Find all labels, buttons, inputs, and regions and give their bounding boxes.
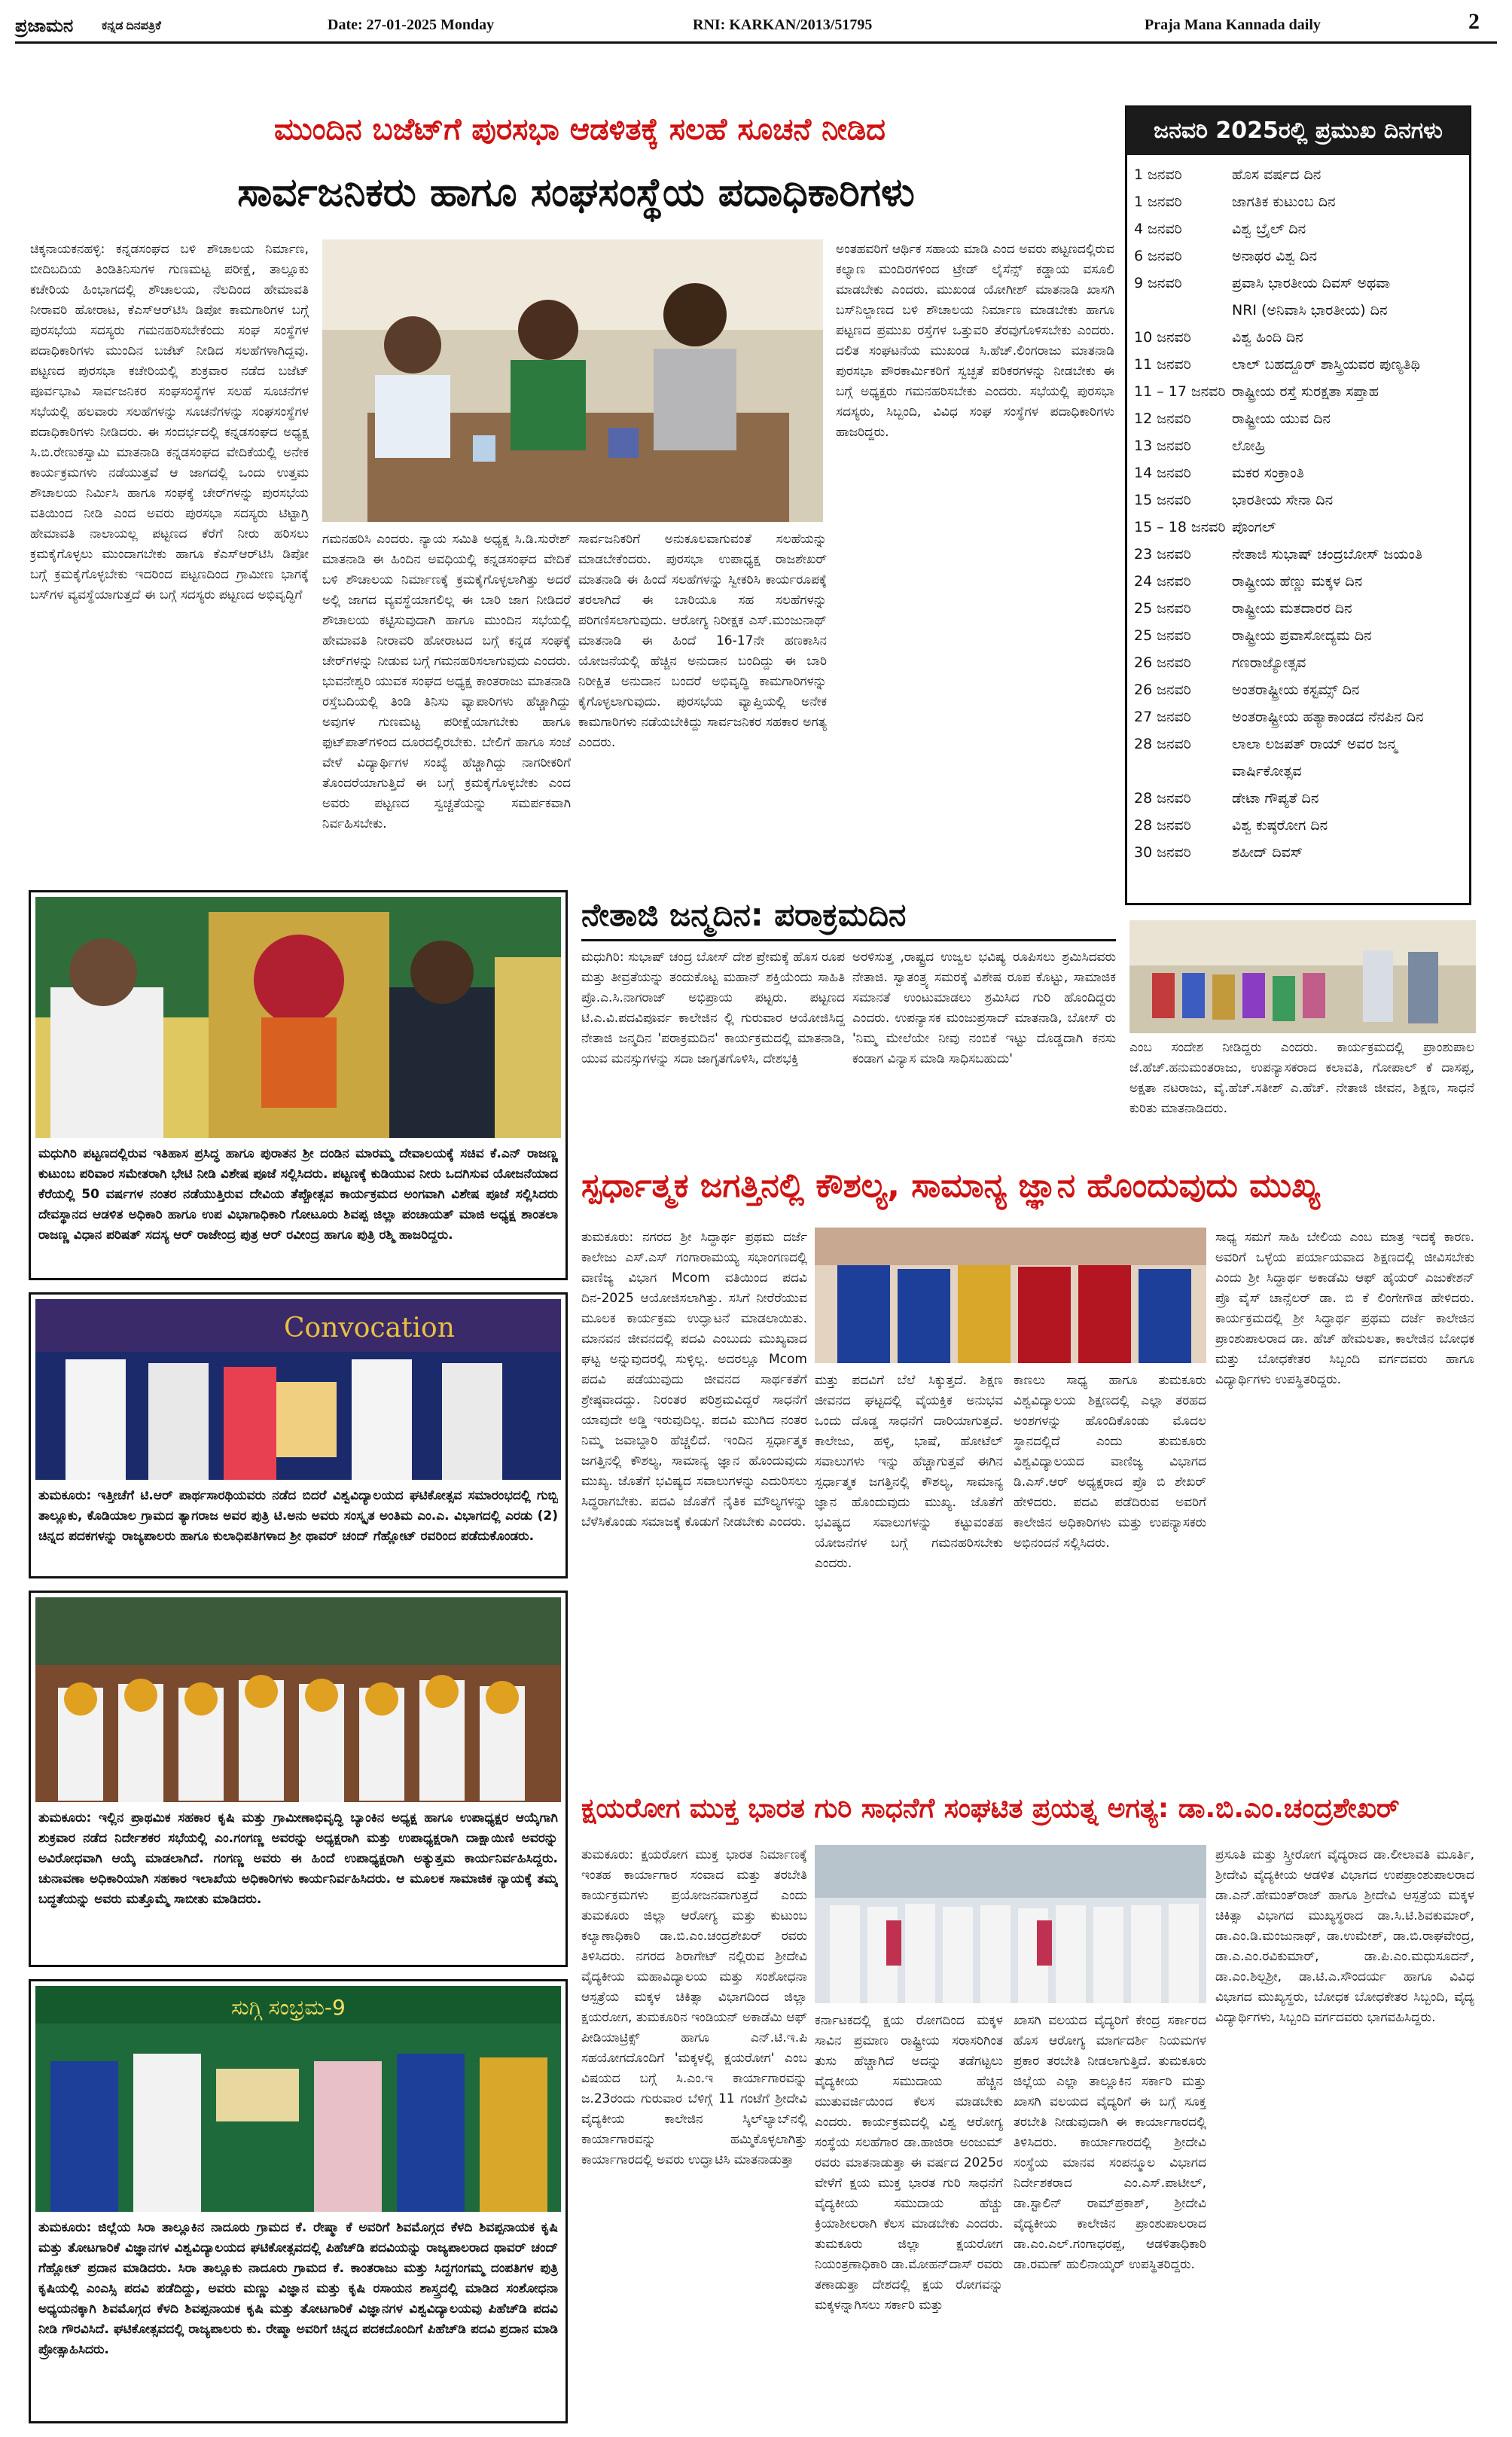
- important-day-date: 13 ಜನವರಿ: [1134, 438, 1191, 454]
- skills-col-3: ಕಾಣಲು ಸಾಧ್ಯ ಹಾಗೂ ತುಮಕೂರು ವಿಶ್ವವಿದ್ಯಾಲಯ ಶಿಕ್ಷಣದಲ್ಲಿ ಎಲ್ಲಾ ತರಹದ ಅಂಶಗಳನ್ನು ಹೊಂದಿಕೊಂಡು ಮೊದಲ ಸ್ಥಾನದಲ್ಲಿದೆ ಎಂದು ತುಮಕೂರು ವಿಶ್ವವಿದ್ಯಾಲಯದ ವಾಣಿಜ್ಯ ವಿಭಾಗದ ಡಿ.ಎಸ್.ಆರ್ ಅಧ್ಯಕ್ಷರಾದ ಪ್ರೊ ಬಿ ಶೇಖರ್ ಹೇಳಿದರು. ಪದವಿ ಪಡೆದಿರುವ ಅವರಿಗೆ ಕಾಲೇಜಿನ ಅಧಿಕಾರಿಗಳು ಮತ್ತು ಉಪನ್ಯಾಸಕರು ಅಭಿನಂದನೆ ಸಲ್ಲಿಸಿದರು.: [1014, 1373, 1206, 1551]
- lead-col-4: ಅಂತಹವರಿಗೆ ಆರ್ಥಿಕ ಸಹಾಯ ಮಾಡಿ ಎಂದ ಅವರು ಪಟ್ಟಣದಲ್ಲಿರುವ ಕಲ್ಯಾಣ ಮಂದಿರಗಳಿಂದ ಟ್ರೇಡ್ ಲೈಸೆನ್ಸ್ ಕಡ್ಡಾಯ ವಸೂಲಿ ಮಾಡಬೇಕು ಎಂದರು. ಮುಖಂಡ ಯೋಗೀಶ್ ಮಾತನಾಡಿ ಖಾಸಗಿ ಬಸ್‌ನಿಲ್ದಾಣದ ಬಳಿ ಶೌಚಾಲಯ ನಿರ್ಮಾಣ ಮಾಡಬೇಕು ಹಾಗೂ ಪಟ್ಟಣದ ಪ್ರಮುಖ ರಸ್ತೆಗಳ ಒತ್ತುವರಿ ತೆರವುಗೊಳಿಸಬೇಕು ಎಂದರು. ದಲಿತ ಸಂಘಟನೆಯ ಮುಖಂಡ ಸಿ.ಹೆಚ್.ಲಿಂಗರಾಜು ಮಾತನಾಡಿ ಪುರಸಭಾ ಪೌರಕಾರ್ಮಿಕರಿಗೆ ಸ್ವಚ್ಛತೆ ಪರಿಕರಗಳನ್ನು ನೀಡಬೇಕು ಈ ಬಗ್ಗೆ ಅಧ್ಯಕ್ಷರು ಗಮನಹರಿಸಬೇಕು ಎಂದರು. ಸಭೆಯಲ್ಲಿ ಪುರಸಭಾ ಸದಸ್ಯರು, ಸಿಬ್ಬಂದಿ, ವಿವಿಧ ಸಂಘ ಸಂಸ್ಥೆಗಳ ಪದಾಧಿಕಾರಿಗಳು ಹಾಜರಿದ್ದರು.: [836, 242, 1114, 440]
- important-day-event: ರಾಷ್ಟ್ರೀಯ ಪ್ರವಾಸೋದ್ಯಮ ದಿನ: [1232, 627, 1372, 644]
- convocation-photo: [35, 1299, 561, 1480]
- important-day-event: ಮಕರ ಸಂಕ್ರಾಂತಿ: [1232, 465, 1304, 481]
- tb-col-2: ಕರ್ನಾಟಕದಲ್ಲಿ ಕ್ಷಯ ರೋಗದಿಂದ ಮಕ್ಕಳ ಸಾವಿನ ಪ್ರಮಾಣ ರಾಷ್ಟ್ರೀಯ ಸರಾಸರಿಗಿಂತ ತುಸು ಹೆಚ್ಚಾಗಿದೆ ಅದನ್ನು ತಡೆಗಟ್ಟಲು ವೈದ್ಯಕೀಯ ಸಮುದಾಯ ಹೆಚ್ಚಿನ ಮುತುವರ್ಜಿಯಿಂದ ಕೆಲಸ ಮಾಡಬೇಕು ಎಂದರು. ಕಾರ್ಯಕ್ರಮದಲ್ಲಿ ವಿಶ್ವ ಆರೋಗ್ಯ ಸಂಸ್ಥೆಯ ಸಲಹೆಗಾರ ಡಾ.ಹಾಜಿರಾ ಅಂಜುಮ್ ರವರು ಮಾತನಾಡುತ್ತಾ ಈ ವರ್ಷದ 2025ರ ವೇಳೆಗೆ ಕ್ಷಯ ಮುಕ್ತ ಭಾರತ ಗುರಿ ಸಾಧನೆಗೆ ವೈದ್ಯಕೀಯ ಸಮುದಾಯ ಹೆಚ್ಚು ಕ್ರಿಯಾಶೀಲರಾಗಿ ಕೆಲಸ ಮಾಡಬೇಕು ಎಂದರು. ತುಮಕೂರು ಜಿಲ್ಲಾ ಕ್ಷಯರೋಗ ನಿಯಂತ್ರಣಾಧಿಕಾರಿ ಡಾ.ಮೋಹನ್‌ದಾಸ್ ರವರು ತಣಾಡುತ್ತಾ ದೇಶದಲ್ಲಿ ಕ್ಷಯ ರೋಗವನ್ನು ಮಕ್ಕಳನ್ನಾಗಿಸಲು ಸರ್ಕಾರಿ ಮತ್ತು: [815, 2013, 1003, 2313]
- important-day-row: [1134, 676, 1465, 703]
- important-day-row: [1134, 270, 1465, 297]
- important-day-row: [1134, 378, 1465, 405]
- important-day-event: ಗಣರಾಜ್ಯೋತ್ಸವ: [1232, 654, 1306, 671]
- important-day-row: [1134, 785, 1465, 812]
- important-day-row: [1134, 242, 1465, 270]
- important-day-row: [1134, 324, 1465, 351]
- important-day-event: ನೇತಾಜಿ ಸುಭಾಷ್ ಚಂದ್ರಬೋಸ್ ಜಯಂತಿ: [1232, 546, 1423, 563]
- important-day-date: 11 – 17 ಜನವರಿ: [1134, 383, 1226, 400]
- temple-photo: [35, 897, 561, 1138]
- important-day-event: ಅಂತರಾಷ್ಟ್ರೀಯ ಕಸ್ಟಮ್ಸ್ ದಿನ: [1232, 682, 1360, 698]
- important-day-date: 23 ಜನವರಿ: [1134, 546, 1191, 563]
- suggi-photo: [35, 1986, 561, 2212]
- important-day-date: 30 ಜನವರಿ: [1134, 844, 1191, 861]
- important-day-date: 27 ಜನವರಿ: [1134, 709, 1191, 725]
- lead-col-3: ಸಾರ್ವಜನಿಕರಿಗೆ ಅನುಕೂಲವಾಗುವಂತೆ ಸಲಹೆಯನ್ನು ಮಾಡಬೇಕೆಂದರು. ಪುರಸಭಾ ಉಪಾಧ್ಯಕ್ಷ ರಾಜಶೇಖರ್ ಮಾತನಾಡಿ ಈ ಹಿಂದೆ ಸಲಹೆಗಳನ್ನು ಸ್ವೀಕರಿಸಿ ಕಾರ್ಯರೂಪಕ್ಕೆ ತರಲಾಗಿದೆ ಈ ಬಾರಿಯೂ ಸಹ ಸಲಹೆಗಳನ್ನು ಪರಿಗಣಿಸಲಾಗುವುದು. ಆರೋಗ್ಯ ನಿರೀಕ್ಷಕ ಎಸ್.ಮಂಜುನಾಥ್ ಮಾತನಾಡಿ ಈ ಹಿಂದೆ 16-17ನೇ ಹಣಕಾಸಿನ ಯೋಜನೆಯಲ್ಲಿ ಹೆಚ್ಚಿನ ಅನುದಾನ ಬಂದಿದ್ದು ಈ ಬಾರಿ ನಿರೀಕ್ಷಿತ ಅನುದಾನ ಬಂದರೆ ಅಭಿವೃದ್ಧಿ ಕಾಮಗಾರಿಗಳನ್ನು ಕೈಗೊಳ್ಳಲಾಗುವುದು. ಪುರಸಭೆಯ ವ್ಯಾಪ್ತಿಯಲ್ಲಿ ಅನೇಕ ಕಾಮಗಾರಿಗಳು ನಡೆಯಬೇಕಿದ್ದು ಸಾರ್ವಜನಿಕರ ಸಹಕಾರ ಅಗತ್ಯ ಎಂದರು.: [578, 532, 827, 750]
- important-day-event: ವಿಶ್ವ ಕುಷ್ಠರೋಗ ದಿನ: [1232, 817, 1328, 834]
- important-day-event: ರಾಷ್ಟ್ರೀಯ ಮತದಾರರ ದಿನ: [1232, 600, 1352, 617]
- important-day-row: [1134, 703, 1465, 730]
- important-day-date: 25 ಜನವರಿ: [1134, 600, 1191, 617]
- tb-col-4: ಪ್ರಸೂತಿ ಮತ್ತು ಸ್ತ್ರೀರೋಗ ವೈದ್ಯರಾದ ಡಾ.ಲೀಲಾವತಿ ಮೂರ್ತಿ, ಶ್ರೀದೇವಿ ವೈದ್ಯಕೀಯ ಆಡಳಿತ ವಿಭಾಗದ ಉಪಪ್ರಾಂಶುಪಾಲರಾದ ಡಾ.ಎನ್.ಹೇಮಂತ್‌ರಾಜ್ ಹಾಗೂ ಶ್ರೀದೇವಿ ಆಸ್ಪತ್ರೆಯ ಮಕ್ಕಳ ಚಿಕಿತ್ಸಾ ವಿಭಾಗದ ಮುಖ್ಯಸ್ಥರಾದ ಡಾ.ಸಿ.ಟಿ.ಶಿವಕುಮಾರ್, ಡಾ.ಎಂ.ಡಿ.ಮಂಜುನಾಥ್, ಡಾ.ಉಮೇಶ್, ಡಾ.ಬಿ.ರಾಘವೇಂದ್ರ, ಡಾ.ಎ.ಎಂ.ರವಿಕುಮಾರ್, ಡಾ.ಪಿ.ಎಂ.ಮಧುಸೂದನ್, ಡಾ.ಎಂ.ಶಿಲ್ಪಶ್ರೀ, ಡಾ.ಟಿ.ಎ.ಸೌಂದರ್ಯ ಹಾಗೂ ವಿವಿಧ ವಿಭಾಗದ ಮುಖ್ಯಸ್ಥರು, ಬೋಧಕ ಬೋಧಕೇತರ ಸಿಬ್ಬಂದಿ, ವೈದ್ಯ ವಿದ್ಯಾರ್ಥಿಗಳು, ಸಿಬ್ಬಂದಿ ವರ್ಗದವರು ಭಾಗವಹಿಸಿದ್ದರು.: [1215, 1847, 1474, 2025]
- important-day-event: ಶಹೀದ್ ದಿವಸ್: [1232, 844, 1303, 861]
- important-day-row: [1134, 459, 1465, 486]
- graduation-photo: [815, 1228, 1206, 1363]
- masthead: [15, 6, 1497, 44]
- important-day-date: 28 ಜನವರಿ: [1134, 736, 1191, 752]
- important-day-event: ಅಂತರಾಷ್ಟ್ರೀಯ ಹತ್ಯಾಕಾಂಡದ ನೆನಪಿನ ದಿನ: [1232, 709, 1424, 725]
- important-day-event: ವಾರ್ಷಿಕೋತ್ಸವ: [1232, 763, 1302, 779]
- meeting-photo: [322, 239, 823, 522]
- important-day-event: ವಿಶ್ವ ಹಿಂದಿ ದಿನ: [1232, 329, 1303, 346]
- important-day-row: [1134, 514, 1465, 541]
- important-day-row: [1134, 215, 1465, 242]
- important-day-date: 24 ಜನವರಿ: [1134, 573, 1191, 590]
- masthead-rni: RNI: KARKAN/2013/51795: [693, 17, 873, 33]
- important-day-event: ಹೊಸ ವರ್ಷದ ದಿನ: [1232, 166, 1321, 183]
- important-day-event: ಲಾಲಾ ಲಜಪತ್ ರಾಯ್ ಅವರ ಜನ್ಮ: [1232, 736, 1398, 752]
- important-day-date: 10 ಜನವರಿ: [1134, 329, 1191, 346]
- important-day-row: [1134, 568, 1465, 595]
- important-day-event: ರಾಷ್ಟ್ರೀಯ ರಸ್ತೆ ಸುರಕ್ಷತಾ ಸಪ್ತಾಹ: [1232, 383, 1379, 400]
- important-days-list: [1134, 161, 1465, 892]
- important-day-date: 26 ಜನವರಿ: [1134, 654, 1191, 671]
- group-photo: [35, 1597, 561, 1802]
- important-day-event: ಪ್ರವಾಸಿ ಭಾರತೀಯ ದಿವಸ್ ಅಥವಾ: [1232, 275, 1391, 291]
- important-day-date: 1 ಜನವರಿ: [1134, 194, 1182, 210]
- netaji-photo-caption: ಎಂಬ ಸಂದೇಶ ನೀಡಿದ್ದರು ಎಂದರು. ಕಾರ್ಯಕ್ರಮದಲ್ಲಿ ಪ್ರಾಂಶುಪಾಲ ಜೆ.ಹೆಚ್.ಹನುಮಂತರಾಜು, ಉಪನ್ಯಾಸಕರಾದ ಕಲಾವತಿ, ಗೋಪಾಲ್ ಕೆ ದಾಸಪ್ಪ, ಅಕ್ಷತಾ ನಟರಾಜು, ವೈ.ಹೆಚ್.ಸತೀಶ್ ಎ.ಹೆಚ್. ನೇತಾಜಿ ಜೀವನ, ಶಿಕ್ಷಣ, ಸಾಧನೆ ಕುರಿತು ಮಾತನಾಡಿದರು.: [1129, 1040, 1474, 1116]
- important-day-row: [1134, 758, 1465, 785]
- tb-headline: ಕ್ಷಯರೋಗ ಮುಕ್ತ ಭಾರತ ಗುರಿ ಸಾಧನೆಗೆ ಸಂಘಟಿತ ಪ್ರಯತ್ನ ಅಗತ್ಯ: ಡಾ.ಬಿ.ಎಂ.ಚಂದ್ರಶೇಖರ್: [581, 1793, 1400, 1824]
- tb-workshop-photo: [815, 1845, 1206, 2003]
- important-day-event: ಅನಾಥರ ವಿಶ್ವ ದಿನ: [1232, 248, 1318, 264]
- important-day-event: NRI (ಅನಿವಾಸಿ ಭಾರತೀಯ) ದಿನ: [1232, 302, 1388, 319]
- lead-headline-main: ಸಾರ್ವಜನಿಕರು ಹಾಗೂ ಸಂಘಸಂಸ್ಥೆಯ ಪದಾಧಿಕಾರಿಗಳು: [237, 170, 915, 215]
- suggi-banner-text: ಸುಗ್ಗಿ ಸಂಭ್ರಮ-9: [231, 1995, 346, 2020]
- important-day-event: ಡೇಟಾ ಗೌಪ್ಯತೆ ದಿನ: [1232, 790, 1319, 807]
- important-day-event: ಜಾಗತಿಕ ಕುಟುಂಬ ದಿನ: [1232, 194, 1336, 210]
- convocation-caption: ತುಮಕೂರು: ಇತ್ತೀಚೆಗೆ ಟಿ.ಆರ್ ಪಾರ್ಥಸಾರಥಿಯವರು ನಡೆದ ಬಿದರೆ ವಿಶ್ವವಿದ್ಯಾಲಯದ ಘಟಿಕೋತ್ಸವ ಸಮಾರಂಭದಲ್ಲಿ ಗುಬ್ಬಿ ತಾಲ್ಲೂಕು, ಕೊಡಿಯಾಲ ಗ್ರಾಮದ ತ್ಯಾಗರಾಜ ಅವರ ಪುತ್ರಿ ಟಿ.ಅನು ಅವರು ಸಂಸ್ಕೃತ ಅಂತಿಮ ಎಂ.ಎ. ವಿಭಾಗದಲ್ಲಿ ಎರಡು (2) ಚಿನ್ನದ ಪದಕಗಳನ್ನು ರಾಜ್ಯಪಾಲರು ಹಾಗೂ ಕುಲಾಧಿಪತಿಗಳಾದ ಶ್ರೀ ಥಾವರ್ ಚಂದ್ ಗೆಹ್ಲೋಟ್ ರವರಿಂದ ಪಡೆದುಕೊಂಡರು.: [38, 1488, 558, 1544]
- lead-col-1: ಚಿಕ್ಕನಾಯಕನಹಳ್ಳಿ: ಕನ್ನಡಸಂಘದ ಬಳಿ ಶೌಚಾಲಯ ನಿರ್ಮಾಣ, ಬೀದಿಬದಿಯ ತಿಂಡಿತಿನಿಸುಗಳ ಗುಣಮಟ್ಟ ಪರೀಕ್ಷೆ, ತಾಲ್ಲೂಕು ಕಚೇರಿಯ ಹಿಂಭಾಗದಲ್ಲಿ ಶೌಚಾಲಯ, ನೆಲದಿಂದ ಹೇಮಾವತಿ ನೀರಾವರಿ ಹೋರಾಟ, ಕೆಎಸ್‌ಆರ್‌ಟಿಸಿ ಡಿಪೋ ಕಾಮಗಾರಿಗಳ ಬಗ್ಗೆ ಪುರಸಭೆಯ ಸದಸ್ಯರು ಗಮನಹರಿಸಬೇಕೆಂದು ಸಂಘ ಸಂಸ್ಥೆಗಳ ಪದಾಧಿಕಾರಿಗಳು ಮುಂದಿನ ಬಜೆಟ್ ನೀಡಿದ ಸಲಹೆಗಳಾಗಿದ್ದವು. ಪಟ್ಟಣದ ಪುರಸಭಾ ಕಚೇರಿಯಲ್ಲಿ ಶುಕ್ರವಾರ ನಡೆದ ಬಜೆಟ್ ಪೂರ್ವಭಾವಿ ಸಾರ್ವಜನಿಕರ ಸಂಘಸಂಸ್ಥೆಗಳ ಸಲಹೆ ಸೂಚನೆಗಳ ಸಭೆಯಲ್ಲಿ ಹಲವಾರು ಸಲಹೆಗಳನ್ನು ಸೂಚನೆಗಳನ್ನು ಸಂಘಸಂಸ್ಥೆಗಳ ಪದಾಧಿಕಾರಿಗಳು ನೀಡಿದರು. ಈ ಸಂದರ್ಭದಲ್ಲಿ ಕನ್ನಡಸಂಘದ ಅಧ್ಯಕ್ಷ ಸಿ.ಬಿ.ರೇಣುಕಸ್ವಾಮಿ ಮಾತನಾಡಿ ಕನ್ನಡಸಂಘದ ವೇದಿಕೆಯಲ್ಲಿ ಅನೇಕ ಕಾರ್ಯಕ್ರಮಗಳು ನಡೆಯುತ್ತವೆ ಆ ಜಾಗದಲ್ಲಿ ಒಂದು ಉತ್ತಮ ಶೌಚಾಲಯ ನಿರ್ಮಿಸಿ ಹಾಗೂ ಸಂಘಕ್ಕೆ ಚೇರ್‌ಗಳನ್ನು ಪುರಸಭೆಯ ವತಿಯಿಂದ ನೀಡಿ ಎಂದ ಅವರು ಪುರಸಭಾ ಸದಸ್ಯರು ಟಿಟ್ಟಾಗ್ರಿ ಹೇಮಾವತಿ ನಾಲಾಯಲ್ಲ ಪಟ್ಟಣದ ಕೆರೆಗೆ ನೀರು ಹರಿಸಲು ಕ್ರಮಕೈಗೊಳ್ಳಲು ಮುಂದಾಗಬೇಕು ಹಾಗೂ ಕೆಎಸ್‌ಆರ್‌ಟಿಸಿ ಡಿಪೋ ಬಗ್ಗೆ ಕ್ರಮಕೈಗೊಳ್ಳಬೇಕು ಇದರಿಂದ ಪಟ್ಟಣದಿಂದ ಗ್ರಾಮೀಣ ಭಾಗಕ್ಕೆ ಬಸ್‌ಗಳ ವ್ಯವಸ್ಥೆಯಾಗುತ್ತದೆ ಈ ಬಗ್ಗೆ ಸದಸ್ಯರು ಪಟ್ಟಣದ ಅಭಿವೃದ್ಧಿಗೆ: [30, 242, 309, 602]
- important-day-date: [1134, 758, 1232, 785]
- important-day-event: ರಾಷ್ಟ್ರೀಯ ಯುವ ದಿನ: [1232, 410, 1331, 427]
- important-day-date: 15 ಜನವರಿ: [1134, 492, 1191, 508]
- suggi-photo-frame: [29, 1979, 568, 2423]
- netaji-event-photo: [1129, 920, 1476, 1033]
- tb-col-3: ಖಾಸಗಿ ವಲಯದ ವೈದ್ಯರಿಗೆ ಕೇಂದ್ರ ಸರ್ಕಾರದ ಹೊಸ ಆರೋಗ್ಯ ಮಾರ್ಗದರ್ಶಿ ನಿಯಮಗಳ ಪ್ರಕಾರ ತರಬೇತಿ ನೀಡಲಾಗುತ್ತಿದೆ. ತುಮಕೂರು ಜಿಲ್ಲೆಯ ಎಲ್ಲಾ ತಾಲ್ಲೂಕಿನ ಸರ್ಕಾರಿ ಮತ್ತು ಖಾಸಗಿ ವಲಯದ ವೈದ್ಯರಿಗೆ ಈ ಬಗ್ಗೆ ಸೂಕ್ತ ತರಬೇತಿ ನೀಡುವುದಾಗಿ ಈ ಕಾರ್ಯಾಗಾರದಲ್ಲಿ ತಿಳಿಸಿದರು. ಕಾರ್ಯಾಗಾರದಲ್ಲಿ ಶ್ರೀದೇವಿ ಸಂಸ್ಥೆಯ ಮಾನವ ಸಂಪನ್ಮೂಲ ವಿಭಾಗದ ನಿರ್ದೇಶಕರಾದ ಎಂ.ಎಸ್.ಪಾಟೀಲ್, ಡಾ.ಸ್ಟಾಲಿನ್ ರಾಮ್‌ಪ್ರಕಾಶ್, ಶ್ರೀದೇವಿ ವೈದ್ಯಕೀಯ ಕಾಲೇಜಿನ ಪ್ರಾಂಶುಪಾಲರಾದ ಡಾ.ಎಂ.ಎಲ್.ಗಂಗಾಧರಪ್ಪ, ಆಡಳಿತಾಧಿಕಾರಿ ಡಾ.ರಮಣ್ ಹುಲಿನಾಯ್ಕರ್ ಉಪಸ್ಥಿತರಿದ್ದರು.: [1014, 2013, 1206, 2272]
- convocation-banner-text: Convocation: [284, 1313, 455, 1344]
- netaji-col-2: ಅರಳಿಸುತ್ತ ,ರಾಷ್ಟ್ರದ ಉಜ್ವಲ ಭವಿಷ್ಯ ರೂಪಿಸಲು ಶ್ರಮಿಸಿದವರು ನೇತಾಜಿ. ಸ್ವಾತಂತ್ರ್ಯ ಸಮರಕ್ಕೆ ವಿಶೇಷ ರೂಪ ಕೊಟ್ಟು, ಸಾಮಾಜಿಕ ಸಮಾನತೆ ಉಂಟುಮಾಡಲು ಶ್ರಮಿಸಿದ ಗುರಿ ಹೊಂದಿದ್ದರು ಎಂದರು. ಉಪನ್ಯಾಸಕ ಮಂಜುಪ್ರಸಾದ್ ಮಾತನಾಡಿ, ಬೋಸ್ ರು 'ನಿಮ್ಮ ಮೇಲೆಯೇ ನೀವು ನಂಬಿಕೆ ಇಟ್ಟು ದೊಡ್ಡದಾಗಿ ಕನಸು ಕಂಡಾಗ ವಿನ್ಯಾಸ ಮಾಡಿ ಸಾಧಿಸಬಹುದು': [852, 950, 1116, 1066]
- important-day-date: 14 ಜನವರಿ: [1134, 465, 1191, 481]
- skills-col-4: ಸಾಧ್ಯ ಸಮಗೆ ಸಾಹಿ ಬೇಲಿಯ ಎಂಬ ಮಾತ್ರ ಇದಕ್ಕೆ ಕಾರಣ. ಅವರಿಗೆ ಒಳ್ಳೆಯ ಪರ್ಯಾಯವಾದ ಶಿಕ್ಷಣದಲ್ಲಿ ಜೀವಿಸಬೇಕು ಎಂದು ಶ್ರೀ ಸಿದ್ಧಾರ್ಥ ಅಕಾಡೆಮಿ ಆಫ್ ಹೈಯರ್ ಎಜುಕೇಶನ್ ಪ್ರೊ ವೈಸ್ ಚಾನ್ಸೆಲರ್ ಡಾ. ಬಿ ಕೆ ಲಿಂಗೇಗೌಡ ಹೇಳಿದರು. ಕಾರ್ಯಕ್ರಮದಲ್ಲಿ ಶ್ರೀ ಸಿದ್ಧಾರ್ಥ ಪ್ರಥಮ ದರ್ಜೆ ಕಾಲೇಜಿನ ಪ್ರಾಂಶುಪಾಲರಾದ ಡಾ. ಹೆಚ್ ಹೇಮಲತಾ, ಕಾಲೇಜಿನ ಬೋಧಕ ಮತ್ತು ಬೋಧಕೇತರ ಸಿಬ್ಬಂದಿ ವರ್ಗದವರು ಹಾಗೂ ವಿದ್ಯಾರ್ಥಿಗಳು ಉಪಸ್ಥಿತರಿದ್ದರು.: [1215, 1230, 1474, 1387]
- skills-col-2: ಮತ್ತು ಪದವಿಗೆ ಬೆಲೆ ಸಿಕ್ಕುತ್ತದೆ. ಶಿಕ್ಷಣ ಜೀವನದ ಘಟ್ಟದಲ್ಲಿ ವೈಯಕ್ತಿಕ ಅನುಭವ ಒಂದು ದೊಡ್ಡ ಸಾಧನೆಗೆ ದಾರಿಯಾಗುತ್ತದೆ. ಕಾಲೇಜು, ಹಳ್ಳಿ, ಭಾಷೆ, ಹೋಟೆಲ್ ಸವಾಲುಗಳು ಇನ್ನು ಹೆಚ್ಚಾಗುತ್ತವೆ ಈಗಿನ ಸ್ಪರ್ಧಾತ್ಮಕ ಜಗತ್ತಿನಲ್ಲಿ ಕೌಶಲ್ಯ, ಸಾಮಾನ್ಯ ಜ್ಞಾನ ಹೊಂದುವುದು ಮುಖ್ಯ. ಜೊತೆಗೆ ಭವಿಷ್ಯದ ಸವಾಲುಗಳನ್ನು ಕಟ್ಟುವಂತಹ ಯೋಜನೆಗಳ ಬಗ್ಗೆ ಗಮನಹರಿಸಬೇಕು ಎಂದರು.: [815, 1373, 1003, 1571]
- important-day-row: [1134, 297, 1465, 324]
- important-day-date: 9 ಜನವರಿ: [1134, 275, 1182, 291]
- important-day-event: ವಿಶ್ವ ಬ್ರೈಲ್ ದಿನ: [1232, 221, 1306, 237]
- important-day-event: ಭಾರತೀಯ ಸೇನಾ ದಿನ: [1232, 492, 1334, 508]
- skills-headline: ಸ್ಪರ್ಧಾತ್ಮಕ ಜಗತ್ತಿನಲ್ಲಿ ಕೌಶಲ್ಯ, ಸಾಮಾನ್ಯ ಜ್ಞಾನ ಹೊಂದುವುದು ಮುಖ್ಯ: [581, 1167, 1321, 1205]
- masthead-tag: ಕನ್ನಡ ದಿನಪತ್ರಿಕೆ: [102, 20, 161, 32]
- group-caption: ತುಮಕೂರು: ಇಲ್ಲಿನ ಪ್ರಾಥಮಿಕ ಸಹಕಾರ ಕೃಷಿ ಮತ್ತು ಗ್ರಾಮೀಣಾಭಿವೃದ್ಧಿ ಬ್ಯಾಂಕಿನ ಅಧ್ಯಕ್ಷ ಹಾಗೂ ಉಪಾಧ್ಯಕ್ಷರ ಆಯ್ಕೆಗಾಗಿ ಶುಕ್ರವಾರ ನಡೆದ ನಿರ್ದೇಶಕರ ಸಭೆಯಲ್ಲಿ ಎಂ.ಗಂಗಣ್ಣ ಅವರನ್ನು ಅಧ್ಯಕ್ಷರಾಗಿ ಮತ್ತು ಉಪಾಧ್ಯಕ್ಷರಾಗಿ ದಾಕ್ಷಾಯಿಣಿ ಅವರನ್ನು ಅವಿರೋಧವಾಗಿ ಆಯ್ಕೆ ಮಾಡಲಾಗಿದೆ. ಗಂಗಣ್ಣ ಅವರು ಈ ಹಿಂದೆ ಉಪಾಧ್ಯಕ್ಷರಾಗಿ ಅತ್ಯುತ್ತಮ ಕಾರ್ಯನಿರ್ವಹಿಸಿದ್ದರು. ಚುನಾವಣಾ ಅಧಿಕಾರಿಯಾಗಿ ಸಹಕಾರ ಇಲಾಖೆಯ ಅಧಿಕಾರಿಗಳು ಕಾರ್ಯನಿರ್ವಹಿಸಿದರು. ಆ ಮೂಲಕ ಸಾಮಾಜಿಕ ನ್ಯಾಯಕ್ಕೆ ತಮ್ಮ ಬದ್ಧತೆಯನ್ನು ಅವರು ಮತ್ತೊಮ್ಮೆ ಸಾಬೀತು ಮಾಡಿದರು.: [38, 1810, 558, 1907]
- important-day-row: [1134, 649, 1465, 676]
- important-day-row: [1134, 351, 1465, 378]
- suggi-caption: ತುಮಕೂರು: ಜಿಲ್ಲೆಯ ಸಿರಾ ತಾಲ್ಲೂಕಿನ ನಾದೂರು ಗ್ರಾಮದ ಕೆ. ರೇಷ್ಮಾ ಕೆ ಅವರಿಗೆ ಶಿವಮೊಗ್ಗದ ಕೆಳದಿ ಶಿವಪ್ಪನಾಯಕ ಕೃಷಿ ಮತ್ತು ತೋಟಗಾರಿಕೆ ವಿಜ್ಞಾನಗಳ ವಿಶ್ವವಿದ್ಯಾಲಯದ ಘಟಿಕೋತ್ಸವದಲ್ಲಿ ಪಿಹೆಚ್‌ಡಿ ಪದವಿಯನ್ನು ರಾಜ್ಯಪಾಲರಾದ ಥಾವರ್ ಚಂದ್ ಗೆಹ್ಲೋಟ್ ಪ್ರದಾನ ಮಾಡಿದರು. ಸಿರಾ ತಾಲ್ಲೂಕು ನಾದೂರು ಗ್ರಾಮದ ಕೆ. ಕಾಂತರಾಜು ಮತ್ತು ಸಿದ್ದಗಂಗಮ್ಮ ದಂಪತಿಗಳ ಪುತ್ರಿ ಕೃಷಿಯಲ್ಲಿ ಎಂಎಸ್ಸಿ ಪದವಿ ಪಡೆದಿದ್ದು, ಅವರು ಮಣ್ಣು ವಿಜ್ಞಾನ ಮತ್ತು ಕೃಷಿ ರಸಾಯನ ಶಾಸ್ತ್ರದಲ್ಲಿ ಮಾಡಿದ ಸಂಶೋಧನಾ ಅಧ್ಯಯನಕ್ಕಾಗಿ ಶಿವಮೊಗ್ಗದ ಕೆಳದಿ ಶಿವಪ್ಪನಾಯಕ ಕೃಷಿ ಮತ್ತು ತೋಟಗಾರಿಕೆ ವಿಜ್ಞಾನಗಳ ವಿಶ್ವವಿದ್ಯಾಲಯವು ಪಿಹೆಚ್‌ಡಿ ಪದವಿ ನೀಡಿ ಗೌರವಿಸಿದೆ. ಘಟಿಕೋತ್ಸವದಲ್ಲಿ ರಾಜ್ಯಪಾಲರು ಕು. ರೇಷ್ಮಾ ಅವರಿಗೆ ಚಿನ್ನದ ಪದಕದೊಂದಿಗೆ ಪಿಹೆಚ್‌ಡಿ ಪದವಿ ಪ್ರದಾನ ಮಾಡಿ ಪ್ರೋತ್ಸಾಹಿಸಿದರು.: [38, 2220, 558, 2357]
- netaji-col-1: ಮಧುಗಿರಿ: ಸುಭಾಷ್ ಚಂದ್ರ ಬೋಸ್ ದೇಶ ಪ್ರೇಮಕ್ಕೆ ಹೊಸ ರೂಪ ಮತ್ತು ತೀವ್ರತೆಯನ್ನು ತಂದುಕೊಟ್ಟ ಮಹಾನ್ ಶಕ್ತಿಯೆಂದು ಸಾಹಿತಿ ಪ್ರೊ.ಎ.ಸಿ.ನಾಗರಾಜ್ ಅಭಿಪ್ರಾಯ ಪಟ್ಟರು. ಪಟ್ಟಣದ ಟಿ.ಎ.ವಿ.ಪದವಿಪೂರ್ವ ಕಾಲೇಜಿನ ಲ್ಲಿ ಗುರುವಾರ ಆಯೋಜಿಸಿದ್ದ ನೇತಾಜಿ ಜನ್ಮದಿನ 'ಪರಾಕ್ರಮದಿನ' ಕಾರ್ಯಕ್ರಮದಲ್ಲಿ ಮಾತನಾಡಿ, ಯುವ ಮನಸ್ಸುಗಳನ್ನು ಸದಾ ಜಾಗೃತಗೊಳಿಸಿ, ದೇಶಭಕ್ತಿ: [581, 950, 845, 1066]
- important-day-row: [1134, 188, 1465, 215]
- important-day-row: [1134, 432, 1465, 459]
- important-day-event: ಪೊಂಗಲ್: [1232, 519, 1276, 535]
- important-day-date: 4 ಜನವರಿ: [1134, 221, 1182, 237]
- skills-col-1: ತುಮಕೂರು: ನಗರದ ಶ್ರೀ ಸಿದ್ಧಾರ್ಥ ಪ್ರಥಮ ದರ್ಜೆ ಕಾಲೇಜು ಎಸ್.ಎಸ್ ಗಂಗಾರಾಮಯ್ಯ ಸಭಾಂಗಣದಲ್ಲಿ ವಾಣಿಜ್ಯ ವಿಭಾಗ Mcom ವತಿಯಿಂದ ಪದವಿ ದಿನ-2025 ಆಯೋಜಿಸಲಾಗಿತ್ತು. ಸಸಿಗೆ ನೀರೆರೆಯುವ ಮೂಲಕ ಕಾರ್ಯಕ್ರಮ ಉದ್ಘಾಟನೆ ಮಾಡಲಾಯಿತು. ಮಾನವನ ಜೀವನದಲ್ಲಿ ಪದವಿ ಎಂಬುದು ಮುಖ್ಯವಾದ ಘಟ್ಟ ಅನ್ನುವುದರಲ್ಲಿ ಸುಳ್ಳಿಲ್ಲ. ಅದರಲ್ಲೂ Mcom ಪದವಿ ಪಡೆಯುವುದು ಜೀವನದ ಸಾರ್ಥಕತೆಗೆ ಶ್ರೇಷ್ಠವಾದದ್ದು. ನಿರಂತರ ಪರಿಶ್ರಮವಿದ್ದರೆ ಸಾಧನೆಗೆ ಯಾವುದೇ ಅಡ್ಡಿ ಇರುವುದಿಲ್ಲ. ಪದವಿ ಮುಗಿದ ನಂತರ ನಿಮ್ಮ ಜವಾಬ್ದಾರಿ ಹೆಚ್ಚಲಿದೆ. ಇಂದಿನ ಸ್ಪರ್ಧಾತ್ಮಕ ಜಗತ್ತಿನಲ್ಲಿ ಕೌಶಲ್ಯ, ಸಾಮಾನ್ಯ ಜ್ಞಾನ ಹೊಂದುವುದು ಮುಖ್ಯ. ಜೊತೆಗೆ ಭವಿಷ್ಯದ ಸವಾಲುಗಳನ್ನು ಎದುರಿಸಲು ಸಿದ್ಧರಾಗಬೇಕು. ಪದವಿ ಜೊತೆಗೆ ನೈತಿಕ ಮೌಲ್ಯಗಳನ್ನು ಬೆಳೆಸಿಕೊಂಡು ಸಮಾಜಕ್ಕೆ ಕೊಡುಗೆ ನೀಡಬೇಕು ಎಂದರು.: [581, 1230, 807, 1530]
- netaji-headline: ನೇತಾಜಿ ಜನ್ಮದಿನ: ಪರಾಕ್ರಮದಿನ: [581, 889, 1116, 941]
- masthead-logo: ಪ್ರಜಾಮನ: [15, 17, 74, 36]
- temple-caption: ಮಧುಗಿರಿ ಪಟ್ಟಣದಲ್ಲಿರುವ ಇತಿಹಾಸ ಪ್ರಸಿದ್ಧ ಹಾಗೂ ಪುರಾತನ ಶ್ರೀ ದಂಡಿನ ಮಾರಮ್ಮ ದೇವಾಲಯಕ್ಕೆ ಸಚಿವ ಕೆ.ಎನ್ ರಾಜಣ್ಣ ಕುಟುಂಬ ಪರಿವಾರ ಸಮೇತರಾಗಿ ಭೇಟಿ ನೀಡಿ ವಿಶೇಷ ಪೂಜೆ ಸಲ್ಲಿಸಿದರು. ಪಟ್ಟಣಕ್ಕೆ ಕುಡಿಯುವ ನೀರು ಒದಗಿಸುವ ಯೋಜನೆಯಾದ ಕೆರೆಯಲ್ಲಿ 50 ವರ್ಷಗಳ ನಂತರ ನಡೆಯುತ್ತಿರುವ ದೇವಿಯ ತೆಪ್ಪೋತ್ಸವ ಕಾರ್ಯಕ್ರಮದ ಅಂಗವಾಗಿ ವಿಶೇಷ ಪೂಜೆ ಸಲ್ಲಿಸಿದರು ದೇವಸ್ಥಾನದ ಆಡಳಿತ ಅಧಿಕಾರಿ ಹಾಗೂ ಉಪ ವಿಭಾಗಾಧಿಕಾರಿ ಗೋಟೂರು ಶಿವಪ್ಪ ಜಿಲ್ಲಾ ಪಂಚಾಯತ್ ಮಾಜಿ ಅಧ್ಯಕ್ಷ ಶಾಂತಲಾ ರಾಜಣ್ಣ ವಿಧಾನ ಪರಿಷತ್ ಸದಸ್ಯ ಆರ್ ರಾಜೇಂದ್ರ ಪುತ್ರ ಆರ್ ರವೀಂದ್ರ ಹಾಗೂ ಪುತ್ರಿ ರಶ್ಮಿ ಹಾಜರಿದ್ದರು.: [38, 1146, 558, 1243]
- important-day-row: [1134, 405, 1465, 432]
- important-day-date: 12 ಜನವರಿ: [1134, 410, 1191, 427]
- temple-photo-frame: [29, 890, 568, 1280]
- important-day-row: [1134, 486, 1465, 514]
- page-number: 2: [1468, 9, 1480, 34]
- important-day-date: 6 ಜನವರಿ: [1134, 248, 1182, 264]
- important-day-event: ರಾಷ್ಟ್ರೀಯ ಹೆಣ್ಣು ಮಕ್ಕಳ ದಿನ: [1232, 573, 1363, 590]
- important-day-row: [1134, 839, 1465, 866]
- important-day-row: [1134, 622, 1465, 649]
- lead-col-2: ಗಮನಹರಿಸಿ ಎಂದರು. ನ್ಯಾಯ ಸಮಿತಿ ಅಧ್ಯಕ್ಷ ಸಿ.ಡಿ.ಸುರೇಶ್ ಮಾತನಾಡಿ ಈ ಹಿಂದಿನ ಅವಧಿಯಲ್ಲಿ ಕನ್ನಡಸಂಘದ ವೇದಿಕೆ ಬಳಿ ಶೌಚಾಲಯ ನಿರ್ಮಾಣಕ್ಕೆ ಕ್ರಮಕೈಗೊಳ್ಳಲಾಗಿತ್ತು ಅದರೆ ಅಲ್ಲಿ ಜಾಗದ ವ್ಯವಸ್ಥೆಯಾಗಲಿಲ್ಲ ಈ ಬಾರಿ ಜಾಗ ನೀಡಿದರೆ ಶೌಚಾಲಯ ಕಟ್ಟಿಸುವುದಾಗಿ ಹಾಗೂ ಮುಂದಿನ ಸಭೆಯಲ್ಲಿ ಹೇಮಾವತಿ ನೀರಾವರಿ ಹೋರಾಟದ ಬಗ್ಗೆ ಕನ್ನಡ ಸಂಘಕ್ಕೆ ಚೇರ್‌ಗಳನ್ನು ನೀಡುವ ಬಗ್ಗೆ ಗಮನಹರಿಸಲಾಗುವುದು ಎಂದರು. ಭುವನೇಶ್ವರಿ ಯುವಕ ಸಂಘದ ಅಧ್ಯಕ್ಷ ಕಾಂತರಾಜು ಮಾತನಾಡಿ ರಸ್ತೆಬದಿಯಲ್ಲಿ ತಿಂಡಿ ತಿನಿಸು ವ್ಯಾಪಾರಿಗಳು ಹೆಚ್ಚಾಗಿದ್ದು ಅವುಗಳ ಗುಣಮಟ್ಟ ಪರೀಕ್ಷೆಯಾಗಬೇಕು ಹಾಗೂ ಫುಟ್‌ಪಾತ್‌ಗಳಿಂದ ದೂರದಲ್ಲಿರಬೇಕು. ಬೇಲಿಗೆ ಹಾಗೂ ಸಂಜೆ ವೇಳೆ ವಿದ್ಯಾರ್ಥಿಗಳ ಸಂಖ್ಯೆ ಹೆಚ್ಚಾಗಿದ್ದು ನಾಗರೀಕರಿಗೆ ತೊಂದರೆಯಾಗುತ್ತಿದೆ ಈ ಬಗ್ಗೆ ಕ್ರಮಕೈಗೊಳ್ಳಬೇಕು ಎಂದ ಅವರು ಪಟ್ಟಣದ ಸ್ವಚ್ಚತೆಯನ್ನು ಸಮರ್ಪಕವಾಗಿ ನಿರ್ವಹಿಸಬೇಕು.: [322, 532, 571, 831]
- important-days-title: ಜನವರಿ 2025ರಲ್ಲಿ ಪ್ರಮುಖ ದಿನಗಳು: [1126, 107, 1470, 155]
- important-day-date: 26 ಜನವರಿ: [1134, 682, 1191, 698]
- lead-headline-top: ಮುಂದಿನ ಬಜೆಟ್‌ಗೆ ಪುರಸಭಾ ಆಡಳಿತಕ್ಕೆ ಸಲಹೆ ಸೂಚನೆ ನೀಡಿದ: [274, 112, 886, 147]
- important-day-date: 28 ಜನವರಿ: [1134, 790, 1191, 807]
- important-day-date: 28 ಜನವರಿ: [1134, 817, 1191, 834]
- important-day-row: [1134, 595, 1465, 622]
- group-photo-frame: [29, 1591, 568, 1967]
- important-day-event: ಲಾಲ್ ಬಹದ್ದೂರ್ ಶಾಸ್ತ್ರಿಯವರ ಪುಣ್ಯತಿಥಿ: [1232, 356, 1420, 373]
- important-day-date: [1134, 297, 1232, 324]
- convocation-photo-frame: [29, 1292, 568, 1578]
- important-day-row: [1134, 812, 1465, 839]
- important-day-event: ಲೋಹ್ರಿ: [1232, 438, 1266, 454]
- important-day-date: 1 ಜನವರಿ: [1134, 166, 1182, 183]
- tb-col-1: ತುಮಕೂರು: ಕ್ಷಯರೋಗ ಮುಕ್ತ ಭಾರತ ನಿರ್ಮಾಣಕ್ಕೆ ಇಂತಹ ಕಾರ್ಯಾಗಾರ ಸಂವಾದ ಮತ್ತು ತರಬೇತಿ ಕಾರ್ಯಕ್ರಮಗಳು ಪ್ರಯೋಜನವಾಗುತ್ತದೆ ಎಂದು ತುಮಕೂರು ಜಿಲ್ಲಾ ಆರೋಗ್ಯ ಮತ್ತು ಕುಟುಂಬ ಕಲ್ಯಾಣಾಧಿಕಾರಿ ಡಾ.ಬಿ.ಎಂ.ಚಂದ್ರಶೇಖರ್ ರವರು ತಿಳಿಸಿದರು. ನಗರದ ಶಿರಾಗೇಟ್ ನಲ್ಲಿರುವ ಶ್ರೀದೇವಿ ವೈದ್ಯಕೀಯ ಮಹಾವಿದ್ಯಾಲಯ ಮತ್ತು ಸಂಶೋಧನಾ ಆಸ್ಪತ್ರೆಯ ಮಕ್ಕಳ ಚಿಕಿತ್ಸಾ ವಿಭಾಗದಿಂದ ಜಿಲ್ಲಾ ಕ್ಷಯರೋಗ, ತುಮಕೂರಿನ ಇಂಡಿಯನ್ ಅಕಾಡೆಮಿ ಆಫ್ ಪೀಡಿಯಾಟ್ರಿಕ್ಸ್ ಹಾಗೂ ಎನ್.ಟಿ.ಇ.ಪಿ ಸಹಯೋಗದೊಂದಿಗೆ 'ಮಕ್ಕಳಲ್ಲಿ ಕ್ಷಯರೋಗ' ಎಂಬ ವಿಷಯದ ಬಗ್ಗೆ ಸಿ.ಎಂ.ಇ ಕಾರ್ಯಾಗಾರವನ್ನು ಜ.23ರಂದು ಗುರುವಾರ ಬೆಳಿಗ್ಗೆ 11 ಗಂಟೆಗೆ ಶ್ರೀದೇವಿ ವೈದ್ಯಕೀಯ ಕಾಲೇಜಿನ ಸ್ಕಿಲ್‌ಲ್ಯಾಬ್‌ನಲ್ಲಿ ಕಾರ್ಯಾಗಾರವನ್ನು ಹಮ್ಮಿಕೊಳ್ಳಲಾಗಿತ್ತು ಕಾರ್ಯಾಗಾರದಲ್ಲಿ ಅವರು ಉದ್ಘಾಟಿಸಿ ಮಾತನಾಡುತ್ತಾ: [581, 1847, 807, 2167]
- important-day-row: [1134, 161, 1465, 188]
- important-day-date: 11 ಜನವರಿ: [1134, 356, 1191, 373]
- important-day-date: 25 ಜನವರಿ: [1134, 627, 1191, 644]
- masthead-date: Date: 27-01-2025 Monday: [328, 17, 495, 33]
- important-day-row: [1134, 730, 1465, 758]
- important-day-row: [1134, 541, 1465, 568]
- important-day-date: 15 – 18 ಜನವರಿ: [1134, 519, 1226, 535]
- masthead-paper-name: Praja Mana Kannada daily: [1145, 17, 1321, 33]
